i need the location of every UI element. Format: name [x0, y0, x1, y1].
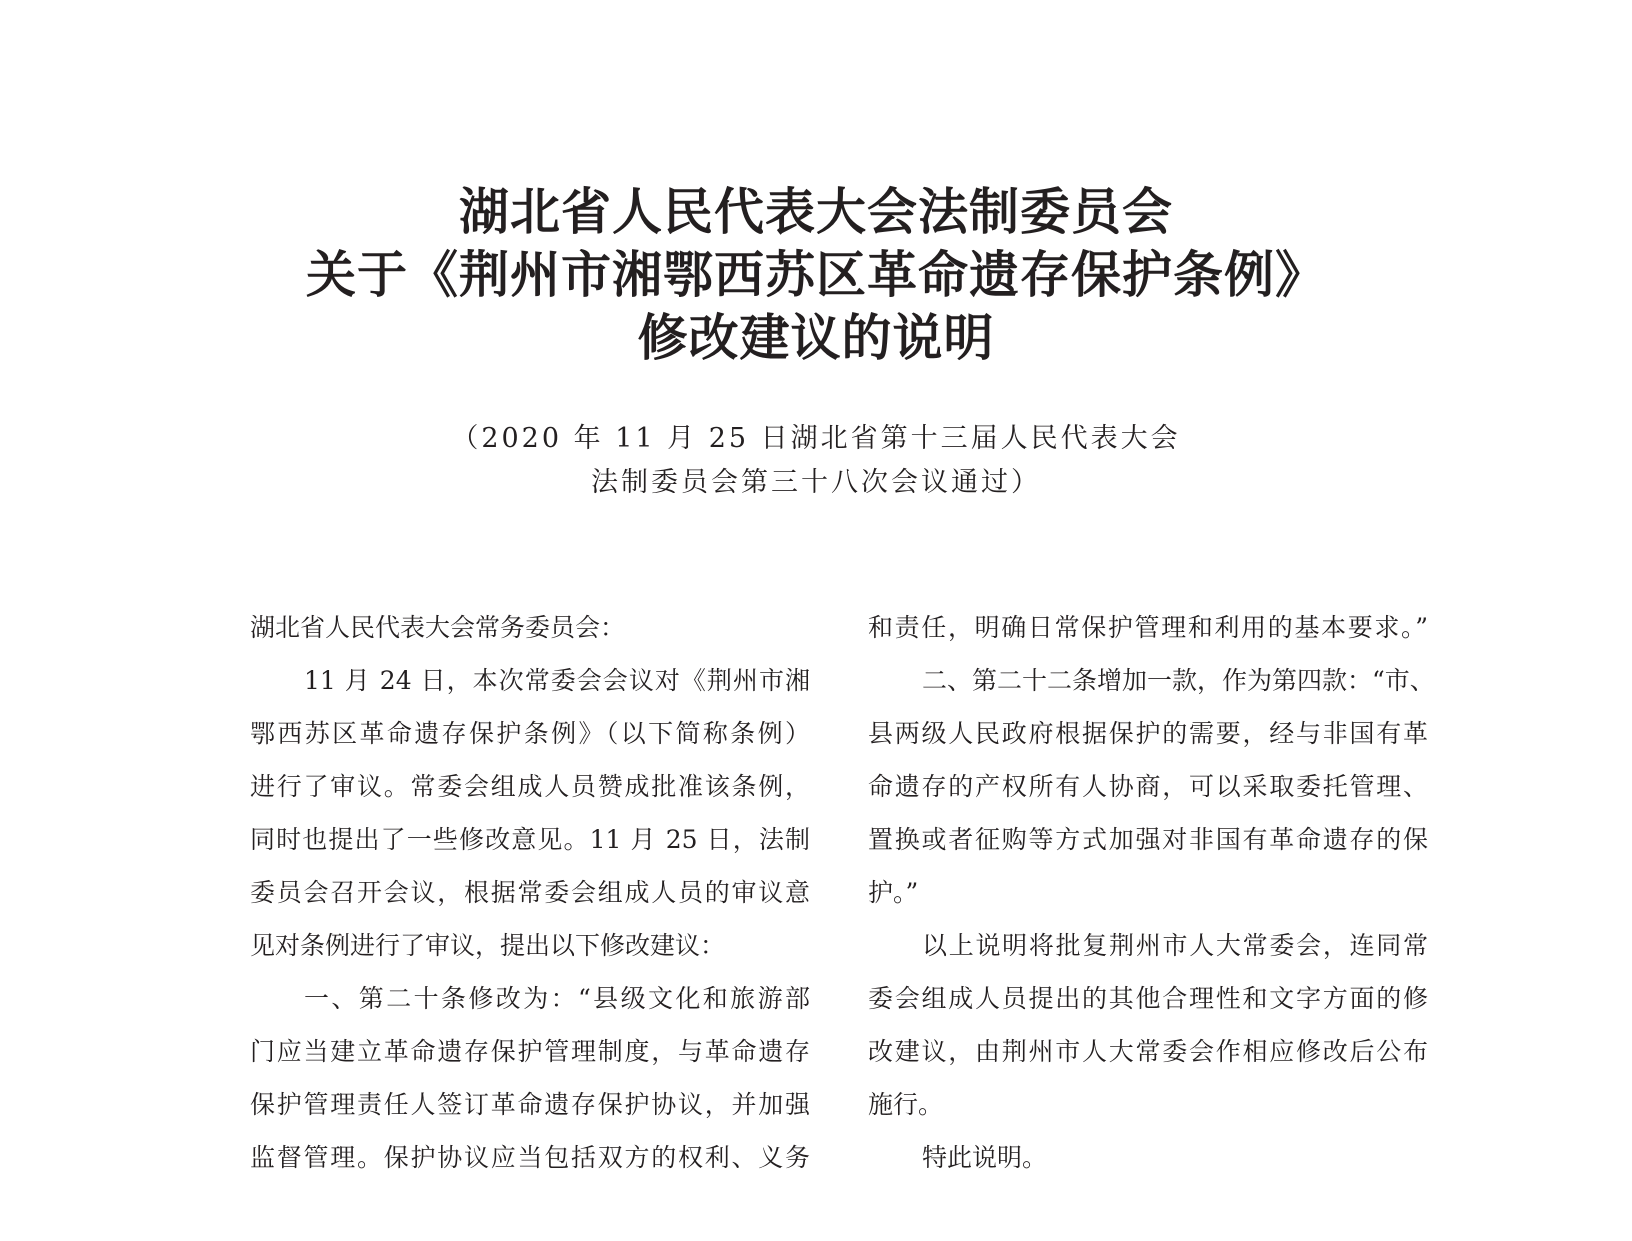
body-line: 改建议，由荆州市人大常委会作相应修改后公布 [868, 1037, 1428, 1066]
body-line: 命遗存的产权所有人协商，可以采取委托管理、 [868, 772, 1428, 801]
subtitle-line-2: 法制委员会第三十八次会议通过） [591, 467, 1041, 498]
subtitle-line-1: （2020 年 11 月 25 日湖北省第十三届人民代表大会 [451, 423, 1181, 454]
body-line: 鄂西苏区革命遗存保护条例》（以下简称条例） [250, 719, 810, 748]
title-line-3: 修改建议的说明 [637, 308, 995, 367]
title-line-1: 湖北省人民代表大会法制委员会 [459, 182, 1173, 241]
body-line: 置换或者征购等方式加强对非国有革命遗存的保 [868, 825, 1428, 854]
body-line: 和责任，明确日常保护管理和利用的基本要求。” [868, 613, 1428, 642]
document-title [0, 180, 1632, 369]
body-line: 见对条例进行了审议，提出以下修改建议： [250, 931, 726, 960]
body-line: 监督管理。保护协议应当包括双方的权利、义务 [250, 1143, 810, 1172]
right-column [868, 601, 1435, 1184]
body-line: 施行。 [868, 1090, 944, 1119]
closing-line: 特此说明。 [922, 1143, 1048, 1172]
body-line: 进行了审议。常委会组成人员赞成批准该条例， [250, 772, 810, 801]
body-line: 11 月 24 日，本次常委会会议对《荆州市湘 [304, 666, 810, 695]
title-line-2: 关于《荆州市湘鄂西苏区革命遗存保护条例》 [306, 245, 1326, 304]
salutation: 湖北省人民代表大会常务委员会： [250, 613, 626, 642]
body-line: 同时也提出了一些修改意见。11 月 25 日，法制 [250, 825, 810, 854]
body-line: 护。” [868, 878, 919, 907]
body-line: 门应当建立革命遗存保护管理制度，与革命遗存 [250, 1037, 810, 1066]
body-line: 委会组成人员提出的其他合理性和文字方面的修 [868, 984, 1428, 1013]
left-column [250, 601, 810, 1184]
body-line: 县两级人民政府根据保护的需要，经与非国有革 [868, 719, 1428, 748]
body-line: 保护管理责任人签订革命遗存保护协议，并加强 [250, 1090, 810, 1119]
body-line: 一、第二十条修改为：“县级文化和旅游部 [304, 984, 810, 1013]
body-line: 以上说明将批复荆州市人大常委会，连同常 [922, 931, 1428, 960]
body-line: 二、第二十二条增加一款，作为第四款：“市、 [922, 666, 1435, 695]
body-line: 委员会召开会议，根据常委会组成人员的审议意 [250, 878, 810, 907]
document-subtitle [0, 417, 1632, 505]
